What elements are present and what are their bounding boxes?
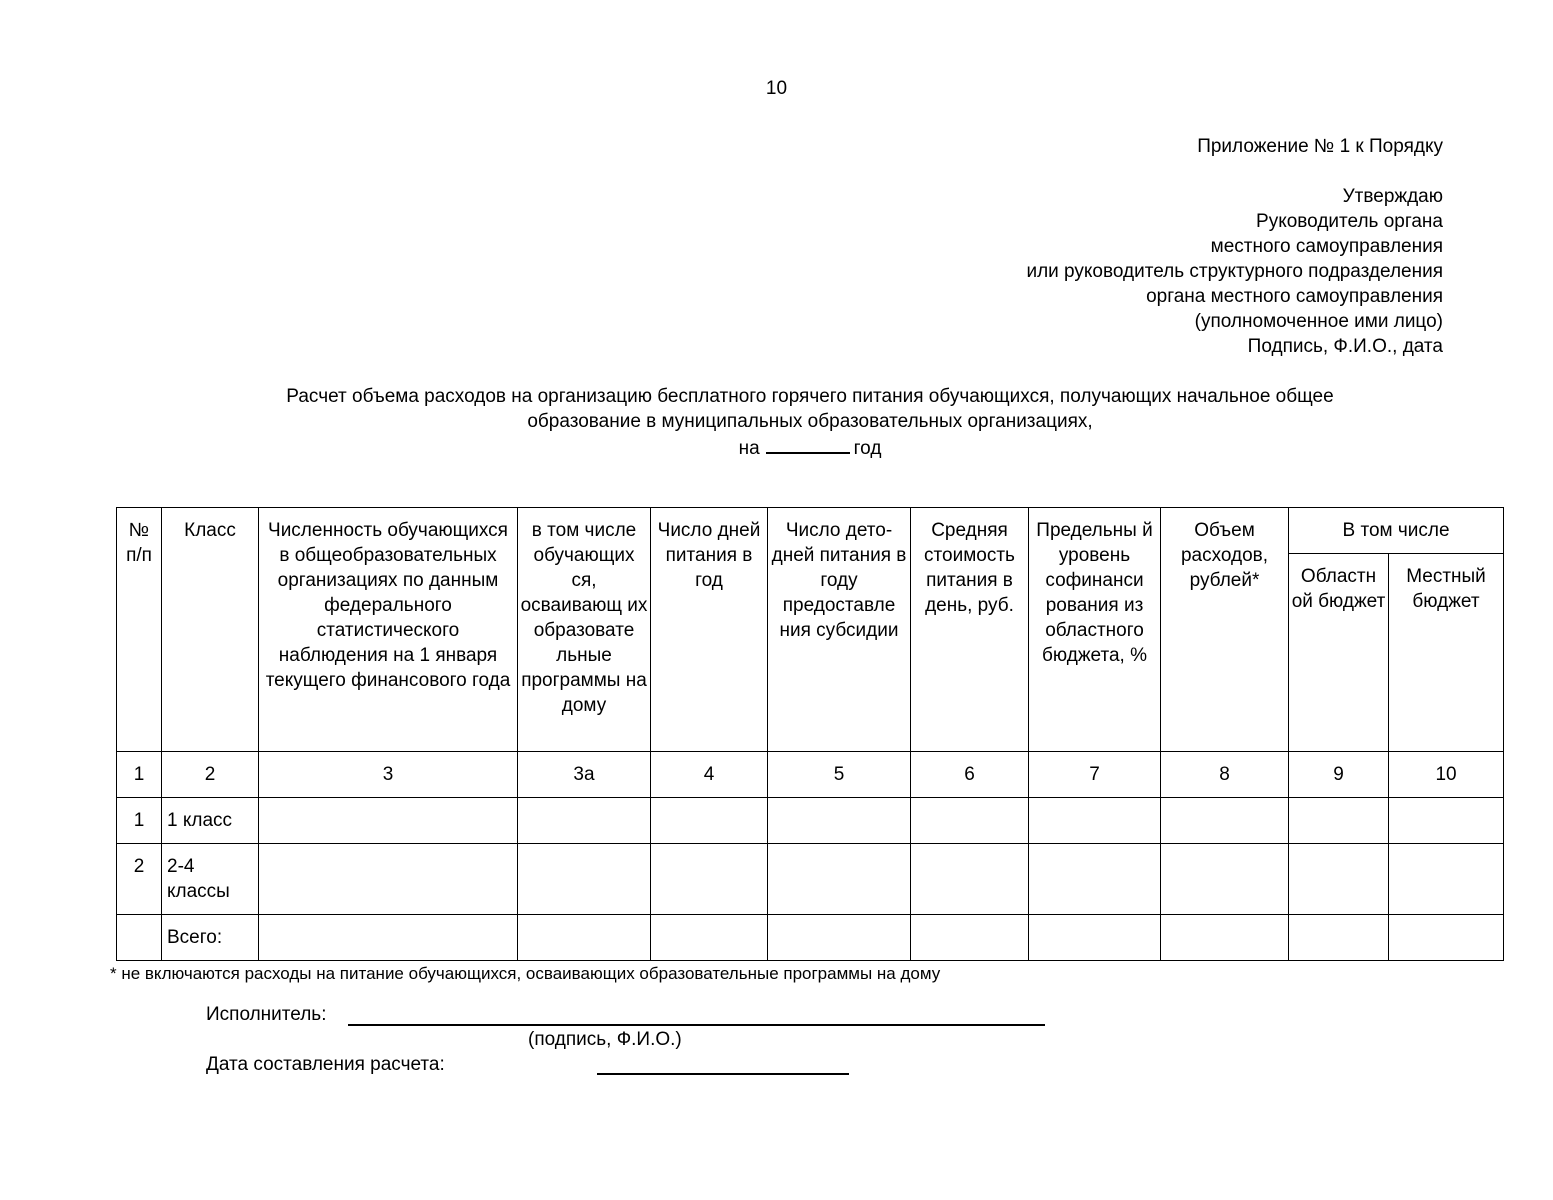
approval-line: местного самоуправления [1210,236,1443,257]
calculation-table [116,507,1504,961]
title-year-line [110,434,1510,459]
empty-cell [911,915,1029,961]
row-num: 1 [117,798,162,844]
column-number: 10 [1389,752,1504,798]
year-suffix: год [853,438,882,459]
column-number: 9 [1289,752,1389,798]
date-label: Дата составления расчета: [206,1054,445,1075]
header-local-budget: Местный бюджет [1389,554,1504,752]
empty-cell [1029,844,1161,915]
approval-line: Утверждаю [1342,186,1443,207]
column-number: 4 [651,752,768,798]
approval-line: или руководитель структурного подразделения [1026,261,1443,282]
row-num: 2 [117,844,162,915]
empty-cell [518,844,651,915]
empty-cell [1029,915,1161,961]
column-number: 5 [768,752,911,798]
empty-cell [1161,915,1289,961]
empty-cell [651,915,768,961]
empty-cell [518,798,651,844]
header-row [117,508,1504,554]
title-line-1: Расчет объема расходов на организацию бесплатного горячего питания обучающихся, получающих начальное общее [286,386,1334,407]
empty-cell [1289,798,1389,844]
header-cofinancing-level: Предельны й уровень софинанси рования из областного бюджета, % [1029,508,1161,752]
table-row-total [117,915,1504,961]
header-num: № п/п [117,508,162,752]
header-class: Класс [162,508,259,752]
signature-hint: (подпись, Ф.И.О.) [528,1029,682,1050]
year-blank-field [766,434,850,454]
empty-cell [911,844,1029,915]
row-num [117,915,162,961]
title-line-2: образование в муниципальных образовательных организациях, [527,411,1093,432]
column-number: 1 [117,752,162,798]
footnote: * не включаются расходы на питание обучающихся, осваивающих образовательные программы на дому [110,964,941,983]
date-line [597,1073,849,1075]
approval-line: (уполномоченное ими лицо) [1194,311,1443,332]
page-number: 10 [765,78,788,99]
approval-line: органа местного самоуправления [1146,286,1443,307]
empty-cell [1389,798,1504,844]
approval-block [1026,184,1443,359]
empty-cell [1389,844,1504,915]
empty-cell [768,915,911,961]
row-class: 1 класс [162,798,259,844]
header-home-education: в том числе обучающих ся, осваивающ их образовате льные программы на дому [518,508,651,752]
header-regional-budget: Областн ой бюджет [1289,554,1389,752]
header-including: В том числе [1289,508,1504,554]
row-class: Всего: [162,915,259,961]
empty-cell [1161,798,1289,844]
header-meal-days: Число дней питания в год [651,508,768,752]
empty-cell [768,798,911,844]
executor-label: Исполнитель: [206,1004,327,1025]
empty-cell [651,798,768,844]
empty-cell [1289,915,1389,961]
document-title [110,384,1510,459]
column-number: 2 [162,752,259,798]
row-class: 2-4 классы [162,844,259,915]
table-row [117,844,1504,915]
table-row [117,798,1504,844]
empty-cell [768,844,911,915]
empty-cell [651,844,768,915]
header-average-cost: Средняя стоимость питания в день, руб. [911,508,1029,752]
header-expense-volume: Объем расходов, рублей* [1161,508,1289,752]
empty-cell [1289,844,1389,915]
header-child-days: Число дето-дней питания в году предоставле ния субсидии [768,508,911,752]
header-student-count: Численность обучающихся в общеобразовательных организациях по данным федерального статистического наблюдения на 1 января текущего финансового года [259,508,518,752]
column-number: 6 [911,752,1029,798]
empty-cell [259,844,518,915]
executor-signature-line [348,1024,1045,1026]
column-number: 3 [259,752,518,798]
empty-cell [1029,798,1161,844]
approval-line: Руководитель органа [1256,211,1443,232]
column-number: 8 [1161,752,1289,798]
year-prefix: на [738,438,760,459]
approval-line: Подпись, Ф.И.О., дата [1247,336,1443,357]
column-number-row [117,752,1504,798]
column-number: 7 [1029,752,1161,798]
empty-cell [1389,915,1504,961]
column-number: 3а [518,752,651,798]
empty-cell [518,915,651,961]
empty-cell [259,915,518,961]
empty-cell [911,798,1029,844]
empty-cell [1161,844,1289,915]
empty-cell [259,798,518,844]
appendix-reference: Приложение № 1 к Порядку [1197,136,1443,157]
